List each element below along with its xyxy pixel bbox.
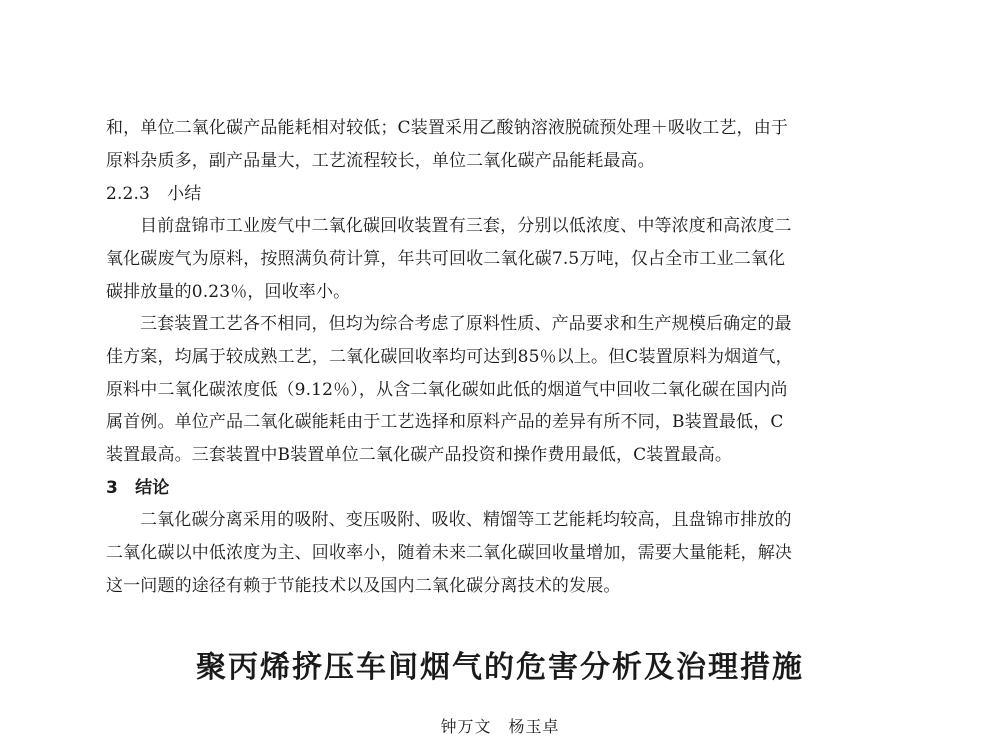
paragraph-top-line-2: 原料杂质多，副产品量大，工艺流程较长，单位二氧化碳产品能耗最高。 (106, 151, 655, 171)
paragraph-conclusion-line-1: 二氧化碳分离采用的吸附、变压吸附、吸收、精馏等工艺能耗均较高，且盘锦市排放的 (140, 510, 792, 530)
paragraph-conclusion-line-3: 这一问题的途径有赖于节能技术以及国内二氧化碳分离技术的发展。 (106, 576, 621, 596)
paragraph-summary-2-line-3: 原料中二氧化碳浓度低（9.12％），从含二氧化碳如此低的烟道气中回收二氧化碳在国内尚 (106, 380, 788, 400)
article-title: 聚丙烯挤压车间烟气的危害分析及治理措施 (196, 650, 804, 685)
paragraph-summary-1-line-2: 氧化碳废气为原料，按照满负荷计算，年共可回收二氧化碳7.5万吨，仅占全市工业二氧化 (106, 249, 786, 269)
section-heading-conclusion: 3 结论 (106, 478, 170, 498)
paragraph-summary-1-line-3: 碳排放量的0.23％，回收率小。 (106, 282, 351, 302)
paragraph-summary-2-line-5: 装置最高。三套装置中B装置单位二氧化碳产品投资和操作费用最低，C装置最高。 (106, 445, 733, 465)
section-heading-2-2-3: 2.2.3 小结 (106, 184, 202, 204)
paragraph-summary-1-line-1: 目前盘锦市工业废气中二氧化碳回收装置有三套，分别以低浓度、中等浓度和高浓度二 (140, 216, 792, 236)
paragraph-summary-2-line-1: 三套装置工艺各不相同，但均为综合考虑了原料性质、产品要求和生产规模后确定的最 (140, 314, 792, 334)
paragraph-top-line-1: 和，单位二氧化碳产品能耗相对较低；C装置采用乙酸钠溶液脱硫预处理＋吸收工艺，由于 (106, 118, 789, 138)
paragraph-conclusion-line-2: 二氧化碳以中低浓度为主、回收率小，随着未来二氧化碳回收量增加，需要大量能耗，解决 (106, 543, 792, 563)
article-authors: 钟万文 杨玉卓 (440, 717, 560, 736)
paragraph-summary-2-line-4: 属首例。单位产品二氧化碳能耗由于工艺选择和原料产品的差异有所不同，B装置最低，C (106, 412, 784, 432)
paragraph-summary-2-line-2: 佳方案，均属于较成熟工艺，二氧化碳回收率均可达到85％以上。但C装置原料为烟道气， (106, 347, 793, 367)
